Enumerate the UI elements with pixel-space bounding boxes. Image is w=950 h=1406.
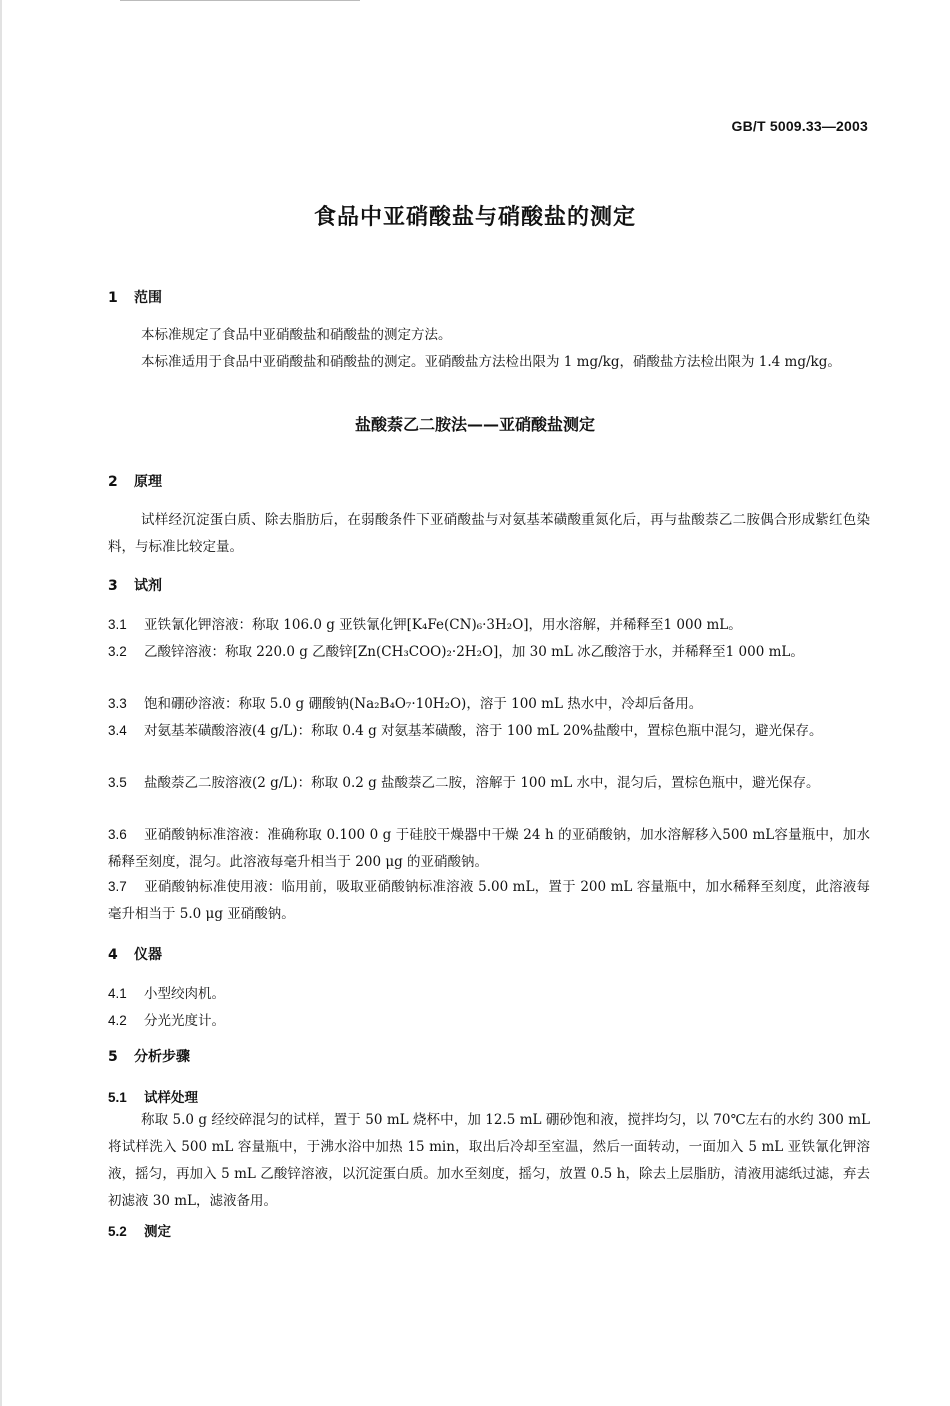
subsection-number: 5.1 [108, 1090, 127, 1105]
item-number: 3.2 [108, 644, 127, 659]
item-number: 3.6 [108, 827, 127, 842]
instrument-item [108, 1007, 870, 1035]
reagent-item [108, 690, 870, 718]
section-2-paragraph: 试样经沉淀蛋白质、除去脂肪后，在弱酸条件下亚硝酸盐与对氨基苯磺酸重氮化后，再与盐酸萘乙二胺偶合形成紫红色染料，与标准比较定量。 [108, 512, 870, 555]
subsection-5-2-heading [108, 1220, 171, 1240]
subsection-title: 试样处理 [144, 1090, 198, 1106]
instrument-item [108, 980, 870, 1008]
subsection-title: 测定 [144, 1224, 171, 1240]
document-title: 食品中亚硝酸盐与硝酸盐的测定 [313, 205, 636, 230]
item-text: 亚硝酸钠标准溶液：准确称取 0.100 0 g 于硅胶干燥器中干燥 24 h 的亚硝酸钠，加水溶解移入500 mL容量瓶中，加水稀释至刻度，混匀。此溶液每毫升相当于 200 μg 的亚硝酸钠。 [108, 827, 870, 870]
section-1-paragraph-2: 本标准适用于食品中亚硝酸盐和硝酸盐的测定。亚硝酸盐方法检出限为 1 mg/kg，硝酸盐方法检出限为 1.4 mg/kg。 [141, 354, 841, 370]
reagent-item [108, 717, 870, 745]
section-number: 2 [108, 474, 118, 490]
section-title: 仪器 [134, 947, 162, 963]
item-text: 饱和硼砂溶液：称取 5.0 g 硼酸钠(Na₂B₄O₇·10H₂O)，溶于 100 mL 热水中，冷却后备用。 [144, 696, 703, 712]
section-2-heading [108, 471, 162, 491]
section-number: 3 [108, 578, 118, 594]
section-4-heading [108, 944, 162, 964]
section-title: 范围 [134, 290, 162, 306]
section-number: 4 [108, 947, 118, 963]
item-text: 亚铁氰化钾溶液：称取 106.0 g 亚铁氰化钾[K₄Fe(CN)₆·3H₂O]，用水溶解，并稀释至1 000 mL。 [144, 617, 742, 633]
item-text: 分光光度计。 [144, 1013, 225, 1029]
standard-code: GB/T 5009.33—2003 [731, 118, 868, 134]
item-number: 3.4 [108, 723, 127, 738]
reagent-item [108, 638, 870, 666]
item-number: 3.1 [108, 617, 127, 632]
section-title: 试剂 [134, 578, 162, 594]
section-title: 分析步骤 [134, 1049, 190, 1065]
item-number: 4.2 [108, 1013, 127, 1028]
item-text: 对氨基苯磺酸溶液(4 g/L)：称取 0.4 g 对氨基苯磺酸，溶于 100 mL 20%盐酸中，置棕色瓶中混匀，避光保存。 [144, 723, 823, 739]
reagent-item [108, 821, 870, 876]
subsection-5-1-heading [108, 1086, 198, 1106]
reagent-item [108, 873, 870, 928]
item-text: 乙酸锌溶液：称取 220.0 g 乙酸锌[Zn(CH₃COO)₂·2H₂O]，加 30 mL 冰乙酸溶于水，并稀释至1 000 mL。 [144, 644, 804, 660]
scan-edge-top [120, 0, 360, 1]
section-number: 5 [108, 1049, 118, 1065]
section-title: 原理 [134, 474, 162, 490]
item-text: 盐酸萘乙二胺溶液(2 g/L)：称取 0.2 g 盐酸萘乙二胺，溶解于 100 mL 水中，混匀后，置棕色瓶中，避光保存。 [144, 775, 820, 791]
section-3-heading [108, 575, 162, 595]
section-1-heading [108, 287, 162, 307]
method-title: 盐酸萘乙二胺法——亚硝酸盐测定 [354, 415, 595, 434]
subsection-number: 5.2 [108, 1224, 127, 1239]
item-text: 亚硝酸钠标准使用液：临用前，吸取亚硝酸钠标准溶液 5.00 mL，置于 200 mL 容量瓶中，加水稀释至刻度，此溶液每毫升相当于 5.0 μg 亚硝酸钠。 [108, 879, 870, 922]
subsection-5-1-paragraph: 称取 5.0 g 经绞碎混匀的试样，置于 50 mL 烧杯中，加 12.5 mL 硼砂饱和液，搅拌均匀，以 70℃左右的水约 300 mL 将试样洗入 500 mL 容量瓶中，于沸水浴中加热 15 min，取出后冷却至室温，然后一面转动，一面加入 5 mL 亚铁氰化钾溶液，摇匀，再加入 5 mL 乙酸锌溶液，以沉淀蛋白质。加水至刻度，摇匀，放置 0.5 h，除去上层脂肪，清液用滤纸过滤，弃去初滤液 30 mL，滤液备用。 [108, 1112, 870, 1209]
item-text: 小型绞肉机。 [144, 986, 225, 1002]
item-number: 3.7 [108, 879, 127, 894]
item-number: 3.5 [108, 775, 127, 790]
section-1-paragraph-1: 本标准规定了食品中亚硝酸盐和硝酸盐的测定方法。 [141, 327, 452, 343]
item-number: 4.1 [108, 986, 127, 1001]
reagent-item [108, 611, 870, 639]
item-number: 3.3 [108, 696, 127, 711]
reagent-item [108, 769, 870, 797]
section-number: 1 [108, 290, 118, 306]
section-5-heading [108, 1046, 190, 1066]
